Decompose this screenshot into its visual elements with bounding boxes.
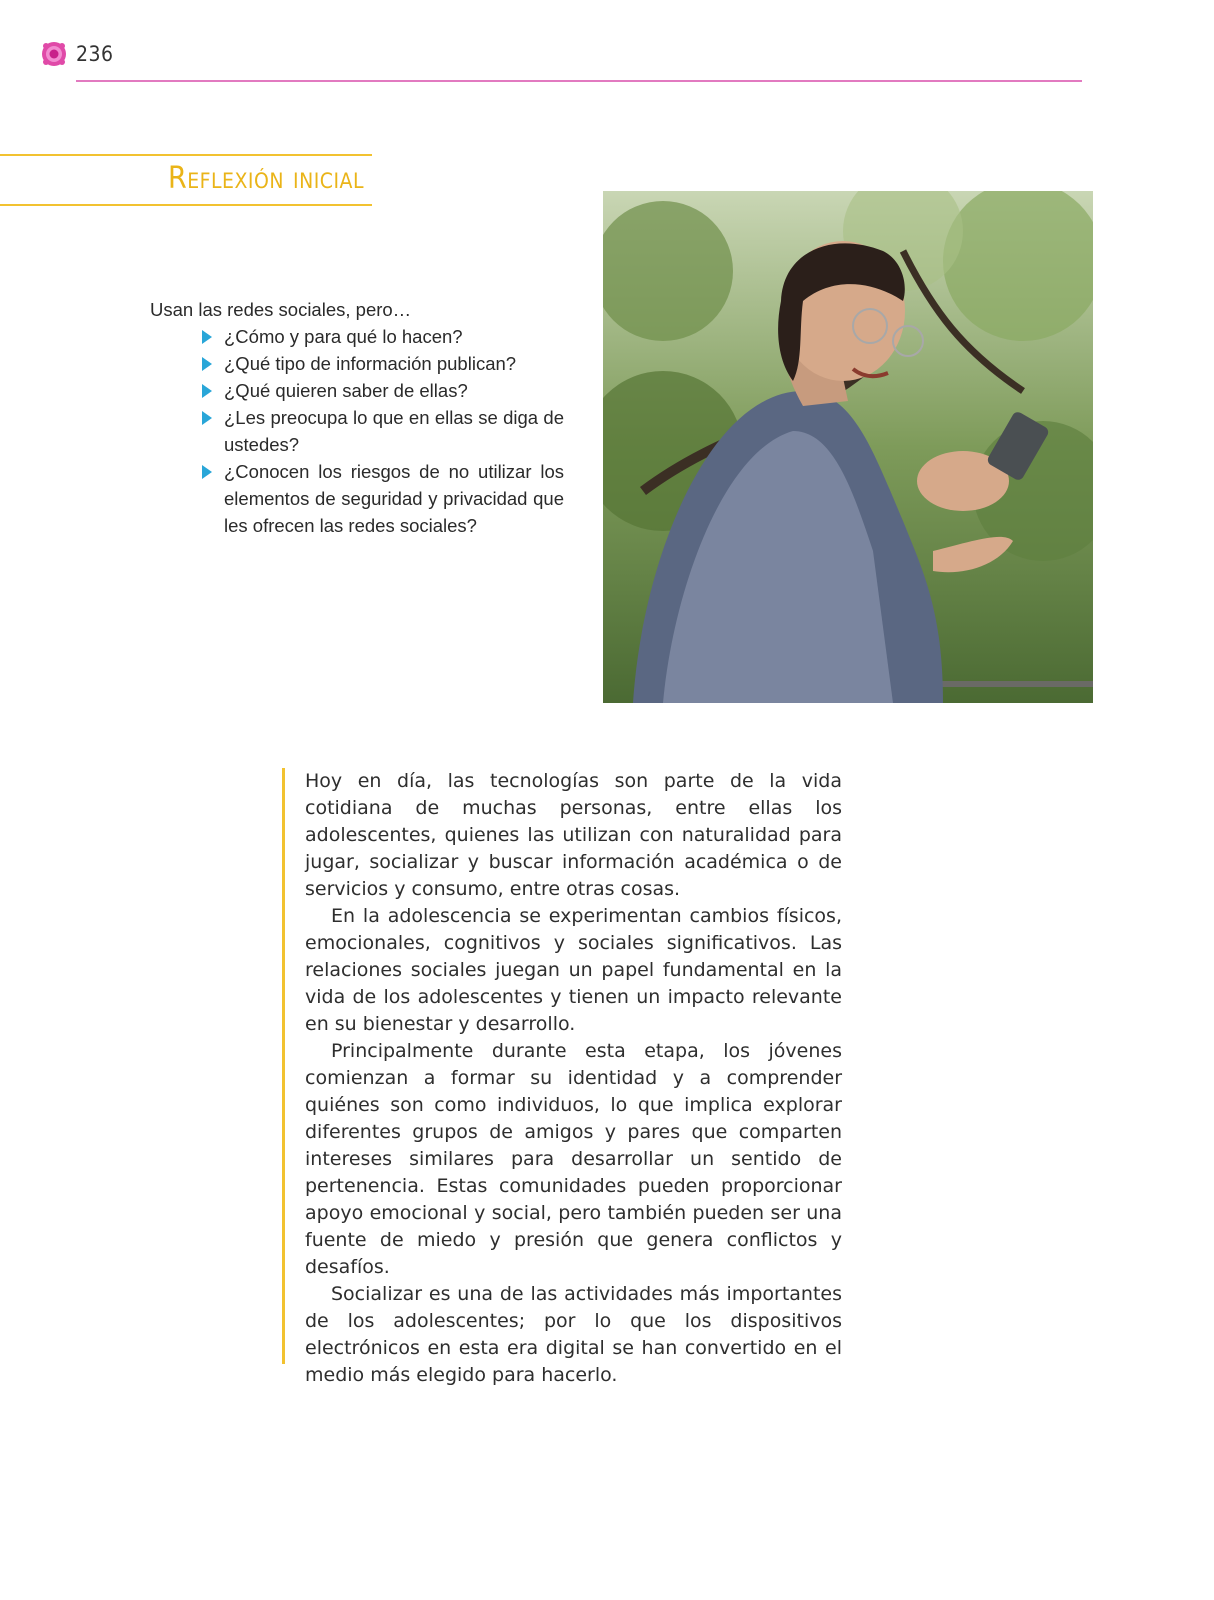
pink-flower-ornament-icon — [40, 40, 68, 68]
triangle-bullet-icon — [202, 465, 212, 479]
section-banner — [0, 154, 372, 206]
body-paragraph: En la adolescencia se experimentan cambios físicos, emocionales, cognitivos y sociales significativos. Las relaciones sociales juegan un papel fundamental en la vida de los adolescentes y tienen un impacto relevante en su bienestar y desarrollo. — [305, 905, 842, 1035]
triangle-bullet-icon — [202, 411, 212, 425]
page-header — [40, 38, 1080, 84]
header-divider — [76, 80, 1082, 82]
body-text — [282, 768, 842, 1386]
list-item: ¿Qué quieren saber de ellas? — [224, 377, 564, 404]
section-title: Reflexión inicial — [167, 161, 364, 196]
page-number: 236 — [76, 42, 114, 66]
body-paragraph: Hoy en día, las tecnologías son parte de la vida cotidiana de muchas personas, entre ellas los adolescentes, quienes las utilizan con naturalidad para jugar, socializar y buscar información académica o de servicios y consumo, entre otras cosas. — [305, 770, 842, 900]
list-item: ¿Qué tipo de información publican? — [224, 350, 564, 377]
triangle-bullet-icon — [202, 330, 212, 344]
photo-teen-girl-using-smartphone — [603, 191, 1093, 703]
photo-illustration — [603, 191, 1093, 703]
body-paragraph: Principalmente durante esta etapa, los jóvenes comienzan a formar su identidad y a comprender quiénes son como individuos, lo que implica explorar diferentes grupos de amigos y pares que comparten intereses similares para desarrollar un sentido de pertenencia. Estas comunidades pueden proporcionar apoyo emocional y social, pero también pueden ser una fuente de miedo y presión que genera conflictos y desafíos. — [305, 1040, 842, 1278]
questions-intro: Usan las redes sociales, pero… — [150, 299, 412, 320]
question-list — [150, 323, 564, 539]
list-item: ¿Les preocupa lo que en ellas se diga de ustedes? — [224, 404, 564, 458]
body-paragraph: Socializar es una de las actividades más importantes de los adolescentes; por lo que los dispositivos electrónicos en esta era digital se han convertido en el medio más elegido para hacerlo. — [305, 1283, 842, 1386]
list-item: ¿Cómo y para qué lo hacen? — [224, 323, 564, 350]
triangle-bullet-icon — [202, 384, 212, 398]
reflection-questions — [150, 296, 564, 539]
list-item: ¿Conocen los riesgos de no utilizar los elementos de seguridad y privacidad que les ofrecen las redes sociales? — [224, 458, 564, 539]
triangle-bullet-icon — [202, 357, 212, 371]
